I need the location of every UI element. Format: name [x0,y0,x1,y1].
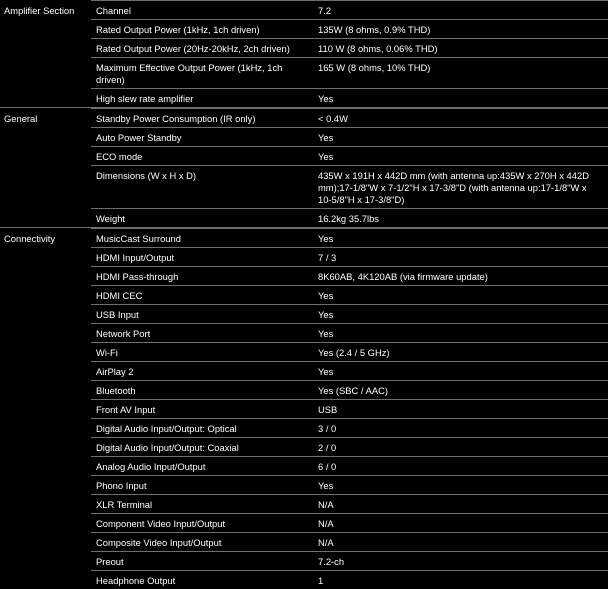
spec-value: 110 W (8 ohms, 0.06% THD) [318,43,438,54]
section-title: General [4,113,38,124]
spec-label: Digital Audio Input/Output: Coaxial [96,442,239,453]
spec-label: HDMI Pass-through [96,271,179,282]
spec-label: XLR Terminal [96,499,153,510]
spec-label: High slew rate amplifier [96,93,194,104]
spec-value: Yes [318,328,334,339]
spec-row [91,323,608,342]
spec-row [91,570,608,589]
spec-label: MusicCast Surround [96,233,181,244]
spec-row [91,380,608,399]
spec-row [91,513,608,532]
spec-row [91,108,608,127]
spec-row [91,285,608,304]
spec-value: 7.2 [318,5,332,16]
spec-row [91,532,608,551]
spec-label: Standby Power Consumption (IR only) [96,113,256,124]
spec-value: Yes (2.4 / 5 GHz) [318,347,390,358]
spec-value: N/A [318,537,334,548]
spec-row [91,399,608,418]
spec-value: N/A [318,499,334,510]
spec-label: Composite Video Input/Output [96,537,222,548]
spec-value: USB [318,404,338,415]
spec-value: Yes [318,93,334,104]
spec-value: 16.2kg 35.7lbs [318,213,379,224]
spec-row [91,418,608,437]
spec-row [91,57,608,88]
spec-row [91,494,608,513]
spec-value: < 0.4W [318,113,348,124]
spec-label: Front AV Input [96,404,156,415]
spec-label: ECO mode [96,151,143,162]
spec-value: Yes [318,480,334,491]
spec-label: Dimensions (W x H x D) [96,170,197,181]
spec-label: Rated Output Power (20Hz-20kHz, 2ch driven) [96,43,290,54]
spec-label: Component Video Input/Output [96,518,226,529]
spec-label: Phono Input [96,480,147,491]
spec-value: 7.2-ch [318,556,345,567]
section-title: Amplifier Section [4,5,75,16]
spec-value: 8K60AB, 4K120AB (via firmware update) [318,271,488,282]
spec-value: Yes [318,233,334,244]
spec-value: 435W x 191H x 442D mm (with antenna up:435W x 270H x 442D mm);17-1/8"W x 7-1/2"H x 17-3/8"D (with antenna up:17-1/8"W x 10-5/8"H x 17-3/8"D) [318,170,589,205]
spec-label: Preout [96,556,124,567]
spec-label: Channel [96,5,131,16]
spec-value: 6 / 0 [318,461,337,472]
spec-label: Bluetooth [96,385,136,396]
spec-row [91,551,608,570]
spec-value: Yes [318,151,334,162]
spec-label: Digital Audio Input/Output: Optical [96,423,237,434]
spec-row [91,88,608,107]
spec-row [91,361,608,380]
spec-label: HDMI CEC [96,290,143,301]
spec-row [91,38,608,57]
spec-value: 165 W (8 ohms, 10% THD) [318,62,431,73]
spec-label: Network Port [96,328,151,339]
spec-label: Wi-Fi [96,347,118,358]
spec-row [91,437,608,456]
spec-value: 2 / 0 [318,442,337,453]
spec-row [91,127,608,146]
spec-label: HDMI Input/Output [96,252,175,263]
spec-section [0,107,608,227]
spec-value: N/A [318,518,334,529]
spec-value: Yes (SBC / AAC) [318,385,388,396]
spec-row [91,266,608,285]
spec-label: AirPlay 2 [96,366,134,377]
spec-label: Analog Audio Input/Output [96,461,206,472]
spec-label: USB Input [96,309,139,320]
spec-row [91,247,608,266]
spec-value: 3 / 0 [318,423,337,434]
spec-row [91,342,608,361]
spec-label: Rated Output Power (1kHz, 1ch driven) [96,24,260,35]
spec-row [91,0,608,19]
spec-label: Maximum Effective Output Power (1kHz, 1ch driven) [96,62,283,85]
spec-label: Weight [96,213,126,224]
spec-row [91,19,608,38]
spec-value: Yes [318,366,334,377]
spec-row [91,146,608,165]
spec-value: Yes [318,309,334,320]
spec-section [0,0,608,107]
spec-row [91,208,608,227]
spec-value: Yes [318,132,334,143]
spec-row [91,228,608,247]
spec-row [91,456,608,475]
spec-value: Yes [318,290,334,301]
spec-value: 7 / 3 [318,252,337,263]
spec-label: Auto Power Standby [96,132,182,143]
spec-value: 135W (8 ohms, 0.9% THD) [318,24,431,35]
spec-value: 1 [318,575,324,586]
spec-row [91,475,608,494]
spec-row [91,304,608,323]
section-title: Connectivity [4,233,56,244]
spec-row [91,165,608,208]
spec-section [0,227,608,589]
spec-label: Headphone Output [96,575,176,586]
